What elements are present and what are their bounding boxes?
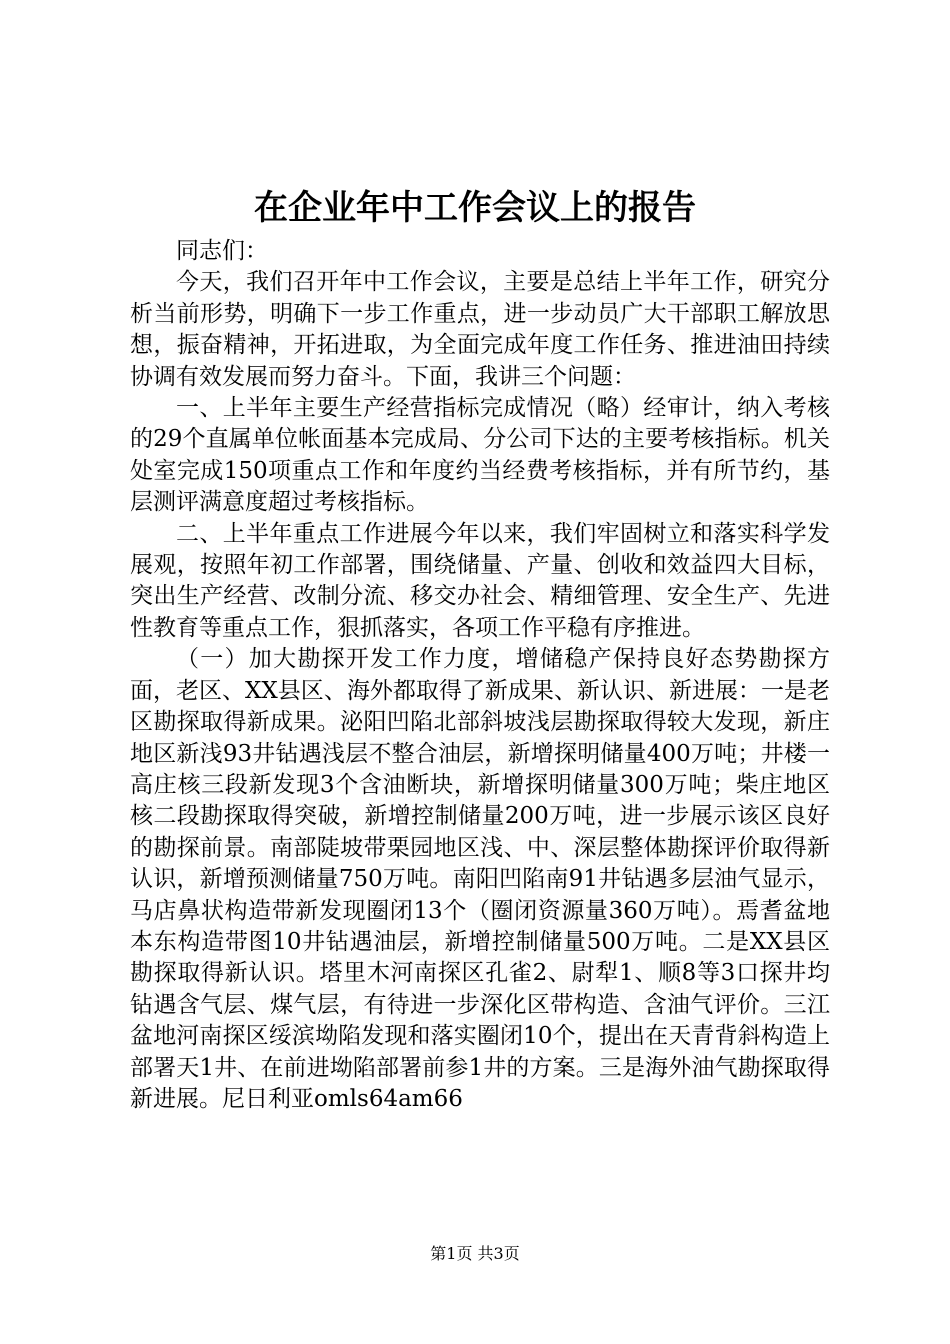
salutation-paragraph: 同志们： xyxy=(176,238,268,264)
page-number-footer: 第1页 共3页 xyxy=(430,1244,520,1263)
intro-paragraph: 今天，我们召开年中工作会议，主要是总结上半年工作，研究分析当前形势，明确下一步工作重点，进一步动员广大干部职工解放思想，振奋精神，开拓进取，为全面完成年度工作任务、推进油田持续协调有效发展而努力奋斗。下面，我讲三个问题： xyxy=(130,269,830,390)
subsection-one-paragraph: （一）加大勘探开发工作力度，增储稳产保持良好态势勘探方面，老区、XX县区、海外都取得了新成果、新认识、新进展：一是老区勘探取得新成果。泌阳凹陷北部斜坡浅层勘探取得较大发现，新庄地区新浅93井钻遇浅层不整合油层，新增探明储量400万吨；井楼一高庄核三段新发现3个含油断块，新增探明储量300万吨；柴庄地区核二段勘探取得突破，新增控制储量200万吨，进一步展示该区良好的勘探前景。南部陡坡带栗园地区浅、中、深层整体勘探评价取得新认识，新增预测储量750万吨。南阳凹陷南91井钻遇多层油气显示，马店鼻状构造带新发现圈闭13个（圈闭资源量360万吨）。焉耆盆地本东构造带图10井钻遇油层，新增控制储量500万吨。二是XX县区勘探取得新认识。塔里木河南探区孔雀2、尉犁1、顺8等3口探井均钻遇含气层、煤气层，有待进一步深化区带构造、含油气评价。三江盆地河南探区绥滨坳陷发现和落实圈闭10个，提出在天青背斜构造上部署天1井、在前进坳陷部署前参1井的方案。三是海外油气勘探取得新进展。尼日利亚omls64am66 xyxy=(130,646,830,1112)
document-body xyxy=(130,236,830,1115)
section-one-paragraph: 一、上半年主要生产经营指标完成情况（略）经审计，纳入考核的29个直属单位帐面基本完成局、分公司下达的主要考核指标。机关处室完成150项重点工作和年度约当经费考核指标，并有所节约，基层测评满意度超过考核指标。 xyxy=(130,395,830,516)
document-title: 在企业年中工作会议上的报告 xyxy=(254,188,696,228)
section-two-paragraph: 二、上半年重点工作进展今年以来，我们牢固树立和落实科学发展观，按照年初工作部署，围绕储量、产量、创收和效益四大目标，突出生产经营、改制分流、移交办社会、精细管理、安全生产、先进性教育等重点工作，狠抓落实，各项工作平稳有序推进。 xyxy=(130,520,830,641)
